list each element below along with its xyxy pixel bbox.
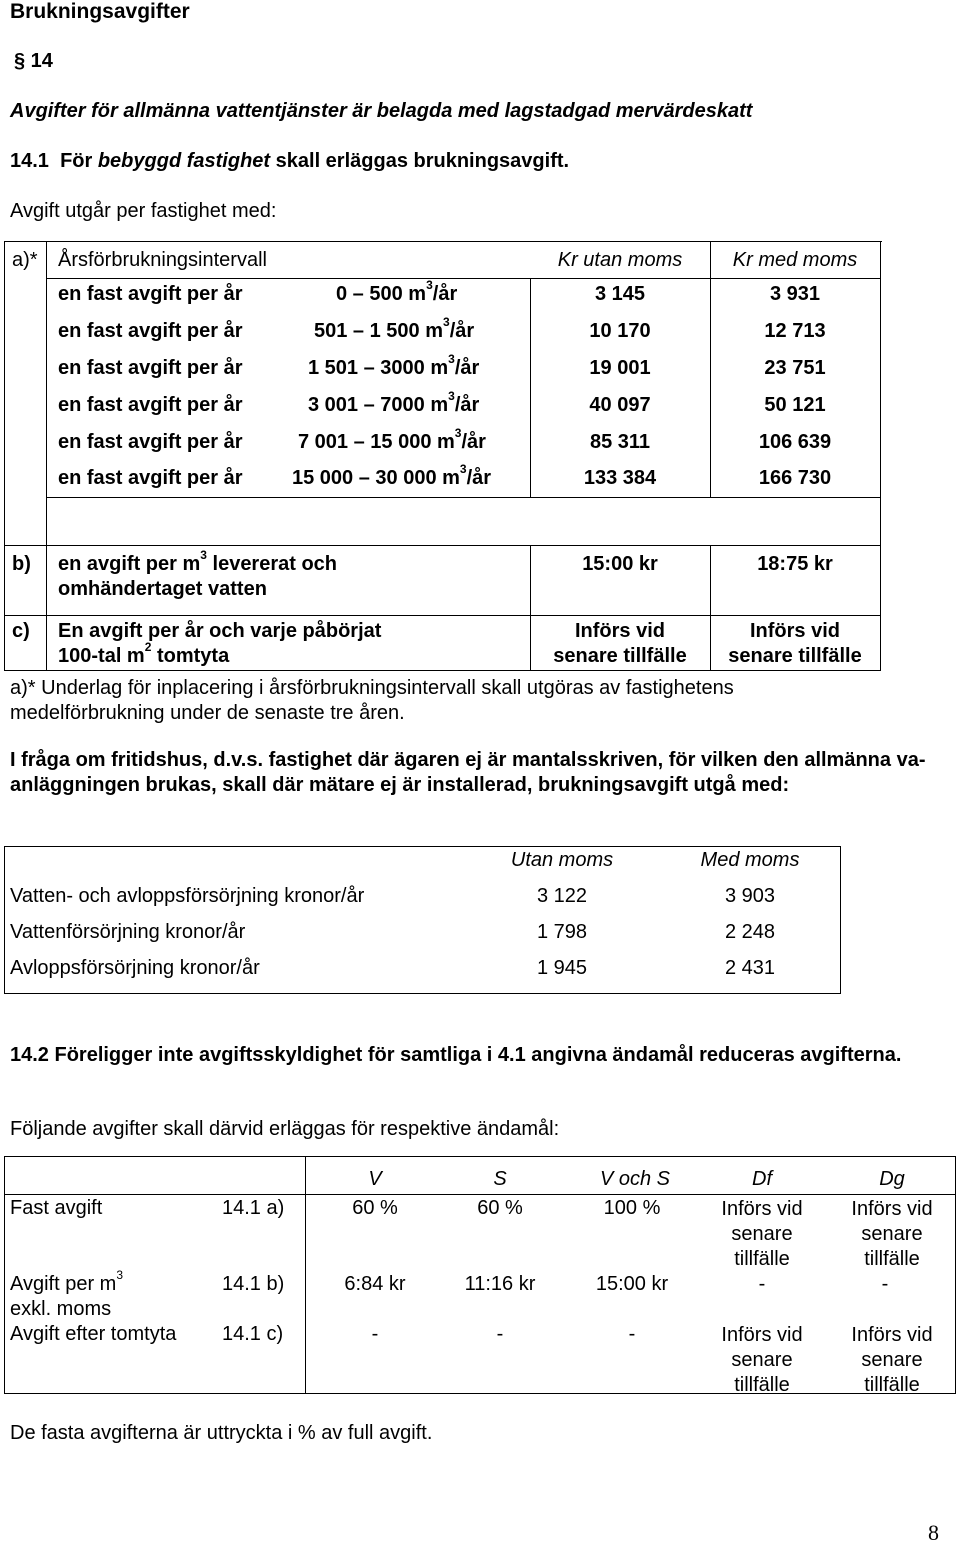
section-14-1: [10, 150, 569, 173]
row-df: Införs vid senare tillfälle: [721, 1198, 803, 1270]
row-incl: 166 730: [758, 467, 832, 489]
row-incl: 50 121: [764, 394, 826, 416]
row-label-b: b): [12, 553, 31, 575]
row-label: Avgift per $m^3$: [10, 1268, 124, 1295]
row-vs: -: [628, 1323, 636, 1345]
intro-text: Avgift utgår per fastighet med:: [10, 200, 277, 222]
col-header-excl-vat: Kr utan moms: [557, 249, 683, 271]
row-desc: en fast avgift per år: [58, 431, 243, 453]
row-desc: en fast avgift per år: [58, 320, 243, 342]
row-excl: 1 945: [536, 957, 588, 979]
row-dg: -: [881, 1273, 889, 1295]
row-desc: en fast avgift per år: [58, 467, 243, 489]
row-label: Fast avgift: [10, 1197, 103, 1219]
row-range: 501 – 1 500 $m^3/år$: [314, 315, 475, 342]
row-label: Vatten- och avloppsförsörjning kronor/år: [10, 885, 365, 907]
following-text: Följande avgifter skall därvid erläggas för respektive ändamål:: [10, 1118, 560, 1140]
row-incl-line1: Införs vid: [749, 620, 840, 642]
row-range: 15 000 – 30 000 $m^3/år$: [292, 462, 492, 489]
row-excl: 3 122: [536, 885, 588, 907]
col-header-v: V: [368, 1168, 382, 1190]
section-14-1-italic: bebyggd fastighet: [97, 150, 271, 172]
row-v: 6:84 kr: [344, 1273, 406, 1295]
row-range: 1 501 – 3000 $m^3/år$: [308, 352, 480, 379]
page-title: Brukningsavgifter: [10, 0, 190, 23]
row-desc: en fast avgift per år: [58, 394, 243, 416]
row-s: 60 %: [477, 1197, 523, 1219]
col-header-df: Df: [752, 1168, 772, 1190]
row-excl: 15:00 kr: [582, 553, 658, 575]
row-range: 3 001 – 7000 $m^3/år$: [308, 389, 480, 416]
row-c-line2: 100-tal $m^2$ tomtyta: [58, 640, 230, 667]
row-excl: 85 311: [589, 431, 651, 453]
vat-note: Avgifter för allmänna vattentjänster är belagda med lagstadgad mervärdeskatt: [10, 100, 753, 122]
row-excl: 19 001: [589, 357, 651, 379]
col-header-s: S: [493, 1168, 507, 1190]
footnote: a)* Underlag för inplacering i årsförbrukningsintervall skall utgöras av fastighetens medelförbrukning under de senaste tre åren.: [10, 677, 734, 724]
row-ref: 14.1 b): [222, 1273, 285, 1295]
row-excl-line1: Införs vid: [574, 620, 665, 642]
section-14-2: 14.2 Föreligger inte avgiftsskyldighet för samtliga i 4.1 angivna ändamål reduceras avgifterna.: [10, 1044, 902, 1066]
col-header-excl-vat: Utan moms: [510, 849, 614, 871]
row-label-line2: exkl. moms: [10, 1298, 112, 1320]
row-excl: 1 798: [536, 921, 588, 943]
row-ref: 14.1 c): [222, 1323, 284, 1345]
closing-note: De fasta avgifterna är uttryckta i % av full avgift.: [10, 1422, 433, 1444]
row-s: -: [496, 1323, 504, 1345]
row-label: Vattenförsörjning kronor/år: [10, 921, 246, 943]
row-ref: 14.1 a): [222, 1197, 285, 1219]
col-header-dg: Dg: [879, 1168, 905, 1190]
row-desc: en fast avgift per år: [58, 283, 243, 305]
row-desc: en fast avgift per år: [58, 357, 243, 379]
row-incl-line2: senare tillfälle: [728, 645, 862, 667]
holiday-home-paragraph: I fråga om fritidshus, d.v.s. fastighet där ägaren ej är mantalsskriven, för vilken den allmänna va-anläggningen brukas, skall där mätare ej är installerad, brukningsavgift utgå med:: [10, 749, 926, 796]
row-df: -: [758, 1273, 766, 1295]
row-b-line1: en avgift per $m^3$ levererat och: [58, 548, 338, 575]
col-header-vs: V och S: [599, 1168, 671, 1190]
row-excl: 10 170: [589, 320, 651, 342]
row-excl: 133 384: [583, 467, 657, 489]
section-number: § 14: [14, 50, 53, 72]
row-label: Avloppsförsörjning kronor/år: [10, 957, 260, 979]
section-14-1-number: 14.1: [10, 150, 49, 172]
row-vs: 15:00 kr: [595, 1273, 669, 1295]
col-header-incl-vat: Kr med moms: [732, 249, 858, 271]
section-14-1-pre: För: [60, 150, 93, 172]
row-incl: 106 639: [758, 431, 832, 453]
col-header-interval: Årsförbrukningsintervall: [58, 249, 267, 271]
row-df: Införs vid senare tillfälle: [721, 1324, 803, 1396]
row-range: 7 001 – 15 000 $m^3/år$: [298, 426, 486, 453]
row-range: 0 – 500 $m^3/år$: [336, 278, 458, 305]
row-excl: 3 145: [594, 283, 646, 305]
row-incl: 3 903: [724, 885, 776, 907]
row-dg: Införs vid senare tillfälle: [851, 1198, 933, 1270]
page-number: 8: [928, 1520, 939, 1545]
row-dg: Införs vid senare tillfälle: [851, 1324, 933, 1396]
row-incl: 18:75 kr: [757, 553, 833, 575]
row-incl: 2 431: [724, 957, 776, 979]
row-excl-line2: senare tillfälle: [553, 645, 687, 667]
row-label-a: a)*: [12, 249, 38, 271]
row-incl: 12 713: [764, 320, 826, 342]
row-v: -: [371, 1323, 379, 1345]
row-label: Avgift efter tomtyta: [10, 1323, 177, 1345]
row-v: 60 %: [352, 1197, 398, 1219]
section-14-1-post: skall erläggas brukningsavgift.: [275, 150, 570, 172]
row-b-line2: omhändertaget vatten: [58, 578, 267, 600]
row-s: 11:16 kr: [464, 1273, 536, 1295]
row-incl: 2 248: [724, 921, 776, 943]
row-vs: 100 %: [603, 1197, 661, 1219]
row-c-line1: En avgift per år och varje påbörjat: [58, 620, 382, 642]
row-incl: 3 931: [769, 283, 821, 305]
row-incl: 23 751: [764, 357, 826, 379]
row-label-c: c): [12, 620, 30, 642]
col-header-incl-vat: Med moms: [700, 849, 800, 871]
row-excl: 40 097: [589, 394, 651, 416]
